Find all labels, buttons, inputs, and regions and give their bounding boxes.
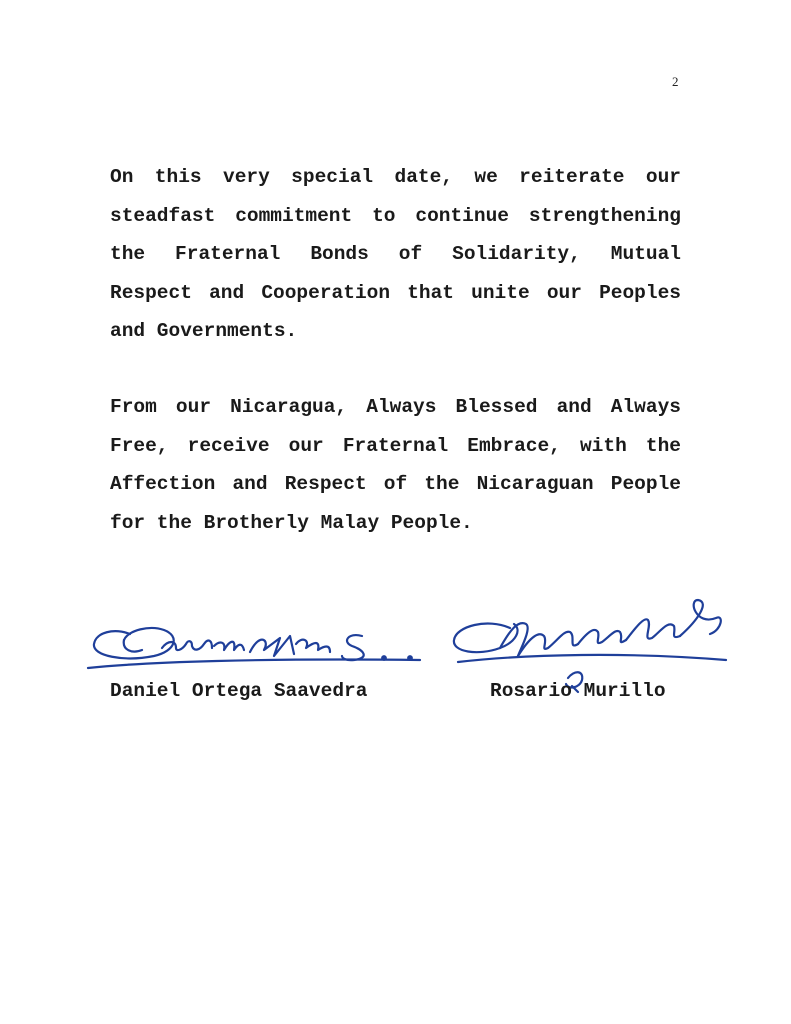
body-paragraph: From our Nicaragua, Always Blessed and Always Free, receive our Fraternal Embrace, with the Affection and Respect of the Nicaraguan People for the Brotherly Malay People. (110, 396, 681, 534)
ortega-signature (84, 610, 424, 685)
signer-name: Rosario Murillo (490, 680, 666, 702)
signer-name: Daniel Ortega Saavedra (110, 680, 368, 702)
page-number: 2 (672, 74, 679, 89)
body-paragraph: On this very special date, we reiterate our steadfast commitment to continue strengthening the Fraternal Bonds of Solidarity, Mutual Respect and Cooperation that unite our Peoples and Governments. (110, 166, 681, 343)
